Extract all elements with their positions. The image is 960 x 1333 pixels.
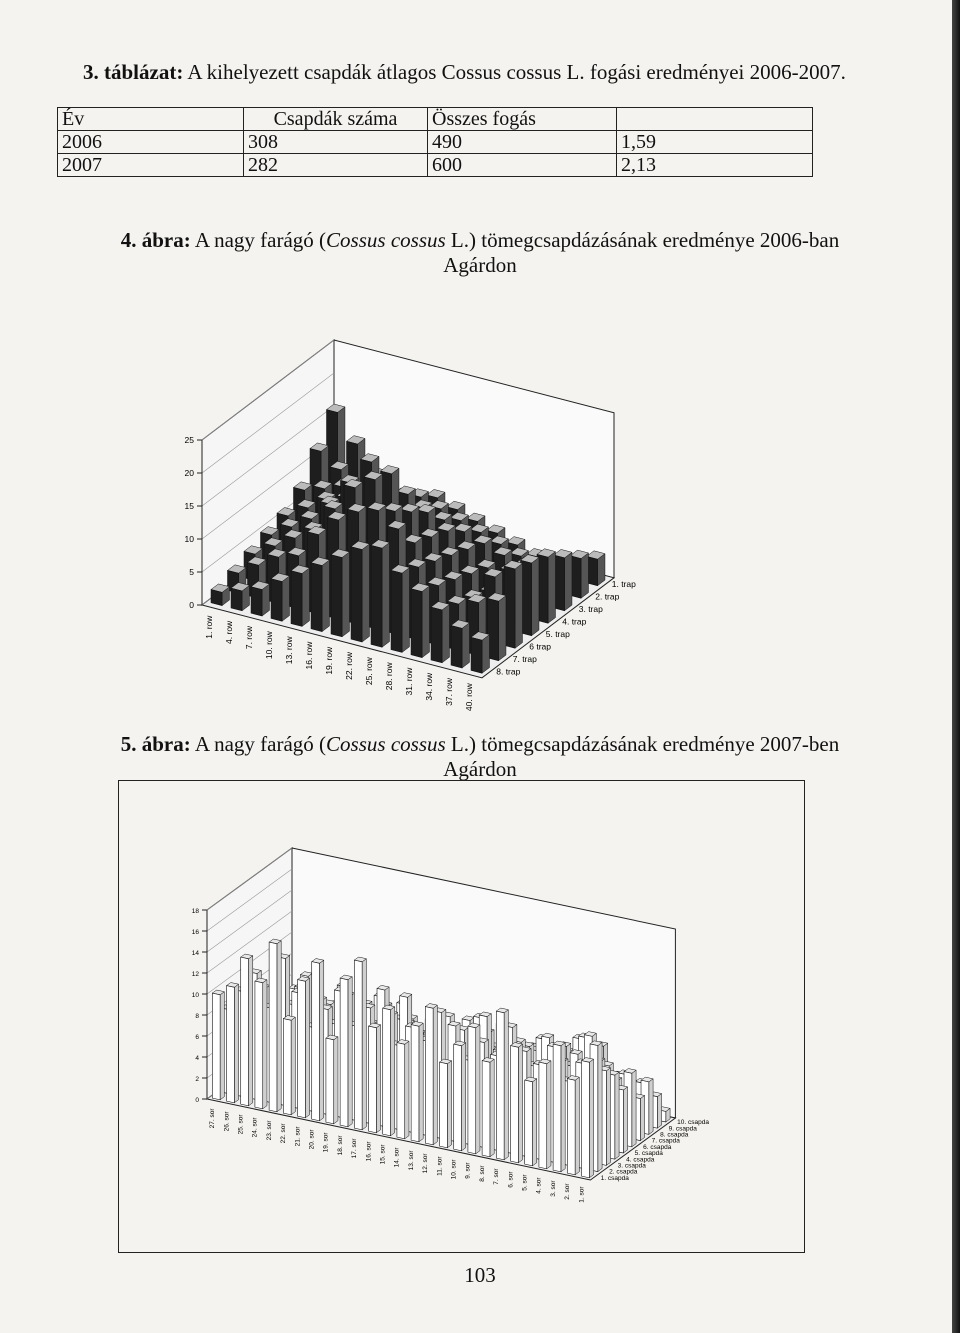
depth-label: 10. csapda [677,1119,709,1127]
bar [411,589,422,658]
results-table [57,107,813,177]
bar-side [320,960,324,1121]
y-tick-label: 2 [195,1076,199,1083]
x-tick-label: 28. row [384,662,394,691]
x-tick-label: 26. sor [223,1111,231,1132]
bar [271,579,282,621]
y-tick-label: 5 [189,567,194,577]
x-tick-label: 17. sor [351,1138,359,1159]
bar-side [376,1025,380,1133]
bar [251,587,262,616]
bar [397,1043,405,1139]
bar-side [640,1095,644,1140]
bar-side [499,596,506,661]
bar [283,1019,291,1115]
bar [411,1025,419,1142]
x-tick-label: 40. row [464,683,474,712]
bar [431,607,442,663]
x-tick-label: 12. sor [422,1153,430,1174]
table-cell: 2,13 [617,154,813,177]
bar-side [606,1068,610,1166]
bar-side [405,1041,409,1139]
bar [340,978,348,1127]
bar-side [490,1059,494,1157]
bar [326,1038,334,1124]
figure5-caption [0,732,960,756]
x-tick-label: 27. sor [209,1108,217,1129]
y-tick-label: 25 [184,435,194,445]
x-tick-label: 3. sor [549,1180,557,1197]
depth-label: 1. trap [611,579,636,590]
bar-side [433,1005,437,1145]
bar [567,1079,575,1175]
figure4-caption-prefix: 4. ábra: [120,228,191,252]
figure5-frame [118,780,805,1253]
bar-side [362,544,369,642]
table-header-cell: Csapdák száma [244,108,428,131]
figure4-caption-italic: Cossus cossus [326,228,446,252]
x-tick-label: 34. row [424,672,434,701]
bar-side [547,1061,551,1169]
bar-side [362,959,366,1130]
table-header-cell: Összes fogás [428,108,617,131]
bar-side [615,1072,619,1159]
bar-side [305,978,309,1118]
bar-side [249,956,253,1106]
table-cell: 600 [428,154,617,177]
bar [582,1061,590,1178]
bar-side [348,977,352,1127]
x-tick-label: 31. row [404,667,414,696]
page-binding-edge [952,0,960,1333]
bar [211,590,222,606]
x-tick-label: 21. sor [294,1126,302,1147]
x-tick-label: 18. sor [336,1135,344,1156]
figure4-caption-before: A nagy farágó ( [190,228,327,252]
bar-side [515,563,522,648]
x-tick-label: 13. row [284,636,294,665]
bar [231,588,242,611]
depth-label: 4. trap [562,616,587,627]
bar [471,637,482,673]
bar [425,1007,433,1145]
bar-side [234,984,238,1103]
x-tick-label: 15. sor [379,1144,387,1165]
x-tick-label: 24. sor [251,1117,259,1138]
y-tick-label: 18 [191,908,199,915]
depth-label: 3. trap [578,604,603,615]
bar-side [220,992,224,1100]
bar [454,1044,462,1151]
bar [351,547,362,642]
x-tick-label: 1. row [204,615,214,639]
x-tick-label: 19. sor [322,1132,330,1153]
bar-side [518,1044,522,1163]
x-tick-label: 16. sor [365,1141,373,1162]
table-header-row [58,108,813,131]
y-tick-label: 0 [195,1097,199,1104]
bar [331,555,342,637]
bar-side [382,543,389,648]
depth-label: 6 trap [529,641,551,652]
x-tick-label: 10. sor [450,1159,458,1180]
bar-side [282,576,289,621]
bar-side [657,1094,661,1129]
x-tick-label: 4. row [224,620,234,644]
bar [354,960,362,1130]
bar-side [632,1070,636,1147]
bar [468,1026,476,1154]
bar-side [504,1010,508,1160]
bar-side [442,604,449,662]
bar-side [649,1079,653,1135]
depth-label: 1. csapda [600,1174,629,1182]
x-tick-label: 2. sor [564,1183,572,1200]
bar-side [482,635,489,674]
bar-side [419,1023,423,1142]
y-tick-label: 10 [184,534,194,544]
figure5-caption-after: L.) tömegcsapdázásának eredménye 2007-ben [445,732,840,756]
bar-side [575,1077,579,1175]
bar [383,1008,391,1136]
depth-label: 4. csapda [626,1156,655,1164]
table-cell: 490 [428,131,617,154]
bar-side [589,1059,593,1178]
bar [371,545,382,647]
x-tick-label: 4. sor [535,1177,543,1194]
bar-side [402,568,409,653]
x-tick-label: 16. row [304,641,314,670]
x-tick-label: 9. sor [464,1162,472,1179]
bar-side [548,552,555,624]
table-header-cell: Év [58,108,244,131]
x-tick-label: 10. row [264,631,274,660]
depth-label: 5. trap [545,629,570,640]
table-caption [83,60,846,84]
depth-label: 3. csapda [617,1162,646,1170]
x-tick-label: 19. row [324,646,334,675]
x-tick-label: 25. sor [237,1114,245,1135]
table-caption-text: A kihelyezett csapdák átlagos Cossus cossus L. fogási eredményei 2006-2007. [183,60,846,84]
bar-side [263,980,267,1109]
y-tick-label: 16 [191,929,199,936]
bar-side [565,552,572,610]
bar [241,957,249,1106]
bar-side [561,1043,565,1172]
depth-label: 5. csapda [634,1150,663,1158]
depth-label: 9. csapda [668,1125,697,1133]
bar [212,993,220,1100]
x-tick-label: 7. sor [493,1168,501,1185]
table-cell: 1,59 [617,131,813,154]
bar-side [533,1079,537,1166]
x-tick-label: 23. sor [265,1120,273,1141]
x-tick-label: 11. sor [436,1156,444,1176]
figure5-caption-prefix: 5. ábra: [120,732,191,756]
depth-label: 2. csapda [609,1168,638,1176]
figure5-caption-italic: Cossus cossus [326,732,446,756]
bar [369,1026,377,1133]
table-row [58,131,813,154]
bar-side [462,623,469,668]
bar [553,1044,561,1172]
y-tick-label: 20 [184,468,194,478]
x-tick-label: 1. sor [578,1186,586,1203]
bar [291,571,302,627]
x-tick-label: 14. sor [393,1147,401,1168]
table-cell: 308 [244,131,428,154]
bar-side [462,1043,466,1151]
page-number: 103 [464,1263,496,1287]
bar-side [422,586,429,658]
y-tick-label: 15 [184,501,194,511]
figure4-3d-bar-chart [160,325,720,715]
depth-label: 7. csapda [651,1137,680,1145]
bar-side [598,1042,602,1171]
bar [496,1011,504,1160]
bar-side [623,1087,627,1153]
y-tick-label: 4 [195,1055,199,1062]
figure5-3d-bar-chart [119,781,803,1251]
x-tick-label: 13. sor [407,1150,415,1171]
bar [525,1080,533,1166]
bar-side [581,553,588,598]
bar [539,1062,547,1169]
table-caption-prefix: 3. táblázat: [83,60,184,84]
bar-side [447,1061,451,1148]
x-tick-label: 7. row [244,626,254,650]
depth-label: 7. trap [512,654,537,665]
x-tick-label: 6. sor [507,1171,515,1188]
y-tick-label: 12 [191,971,199,978]
bar-side [322,560,329,632]
figure4-caption-after: L.) tömegcsapdázásának eredménye 2006-ban [445,228,840,252]
bar [391,570,402,652]
bar [298,980,306,1118]
x-tick-label: 37. row [444,678,454,706]
bar-side [291,1017,295,1115]
figure5-caption-line2: Agárdon [443,757,517,781]
bar [227,986,235,1103]
bar-side [476,1025,480,1154]
bar [255,981,263,1109]
bar-side [277,941,281,1112]
bar-side [391,1007,395,1136]
figure5-caption-before: A nagy farágó ( [190,732,327,756]
table-cell: 282 [244,154,428,177]
bar [440,1062,448,1148]
bar [511,1046,519,1163]
bar-side [342,552,349,637]
table-header-cell [617,108,813,131]
bar-side [302,568,309,626]
table-row [58,154,813,177]
figure4-caption-line2: Agárdon [443,253,517,277]
bar [451,626,462,668]
bar-side [532,557,539,635]
bar [311,563,322,632]
bar-side [334,1037,338,1124]
x-tick-label: 22. row [344,652,354,680]
table-cell: 2007 [58,154,244,177]
y-tick-label: 0 [189,600,194,610]
y-tick-label: 8 [195,1013,199,1020]
depth-label: 2. trap [595,591,620,602]
depth-label: 8. csapda [660,1131,689,1139]
bar [269,942,277,1112]
x-tick-label: 25. row [364,657,374,686]
x-tick-label: 5. sor [521,1174,529,1191]
figure4-caption [0,228,960,252]
y-tick-label: 6 [195,1034,199,1041]
depth-label: 8. trap [496,666,521,677]
y-tick-label: 10 [191,992,199,999]
table-cell: 2006 [58,131,244,154]
x-tick-label: 22. sor [280,1123,288,1144]
bar [482,1061,490,1157]
bar [312,962,320,1121]
x-tick-label: 8. sor [478,1165,486,1182]
y-tick-label: 14 [191,950,199,957]
depth-label: 6. csapda [643,1143,672,1151]
x-tick-label: 20. sor [308,1129,316,1150]
